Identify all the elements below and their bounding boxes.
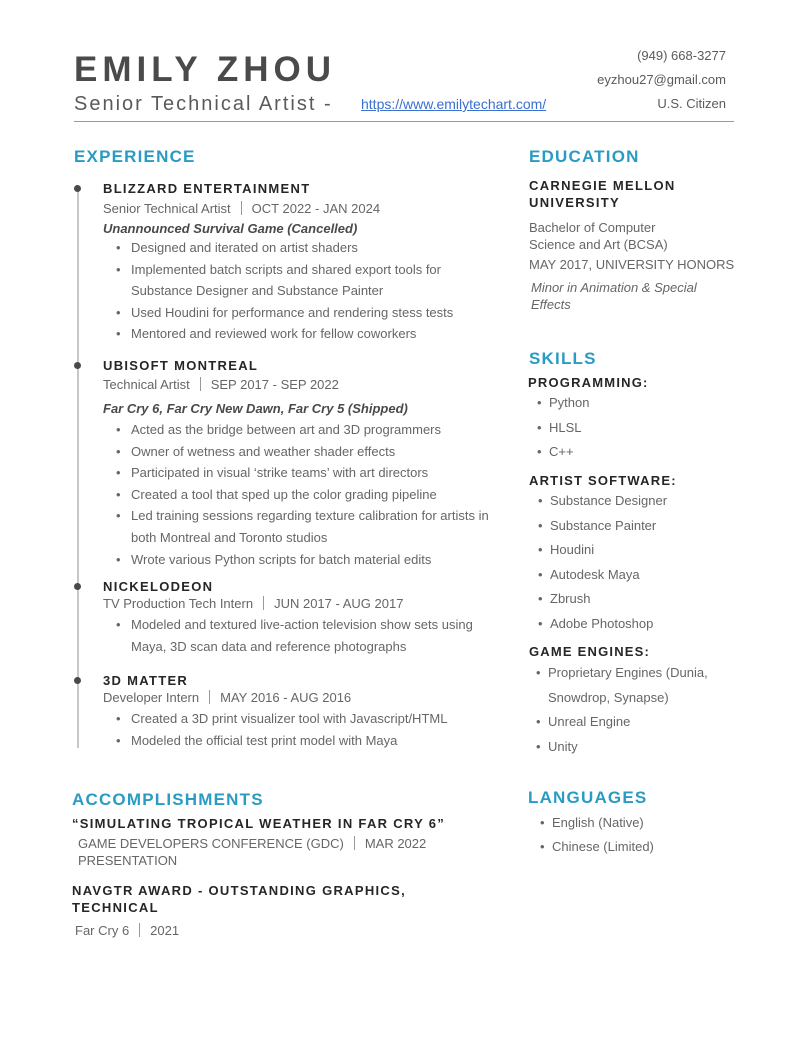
list-item: • Acted as the bridge between art and 3D programmers bbox=[116, 419, 491, 441]
education-heading: EDUCATION bbox=[529, 147, 640, 166]
programming-list bbox=[537, 391, 737, 465]
separator bbox=[209, 690, 210, 704]
accomplishment-title: “SIMULATING TROPICAL WEATHER IN FAR CRY 6” bbox=[72, 816, 446, 831]
list-item: • Zbrush bbox=[538, 587, 738, 612]
separator bbox=[139, 923, 140, 937]
engine-name-line2: Snowdrop, Synapse) bbox=[548, 689, 669, 705]
list-item: • Adobe Photoshop bbox=[538, 612, 738, 637]
languages-list bbox=[540, 811, 740, 859]
list-item: • Houdini bbox=[538, 538, 738, 563]
job-title: Senior Technical Artist - bbox=[74, 93, 333, 115]
graduation-date-honors: MAY 2017, UNIVERSITY HONORS bbox=[529, 257, 735, 272]
list-item: • Substance Painter bbox=[538, 514, 738, 539]
company-name: UBISOFT MONTREAL bbox=[103, 358, 259, 373]
experience-heading: EXPERIENCE bbox=[74, 147, 196, 166]
list-item: • Owner of wetness and weather shader effects bbox=[116, 441, 491, 463]
skills-heading: SKILLS bbox=[529, 349, 597, 368]
degree: Bachelor of Computer Science and Art (BCSA) bbox=[529, 220, 668, 252]
list-item: • Mentored and reviewed work for fellow coworkers bbox=[116, 323, 491, 345]
job-role: Developer Intern bbox=[103, 690, 200, 705]
job-bullets bbox=[116, 419, 491, 570]
list-item: • Led training sessions regarding texture calibration for artists in both Montreal and Toronto studios bbox=[116, 505, 491, 548]
languages-heading: LANGUAGES bbox=[528, 788, 648, 807]
list-item: • Modeled the official test print model with Maya bbox=[116, 730, 491, 752]
job-role: TV Production Tech Intern bbox=[103, 596, 254, 611]
school-name: CARNEGIE MELLON UNIVERSITY bbox=[529, 178, 676, 210]
accomplishment-details bbox=[78, 836, 426, 851]
award-game: Far Cry 6 bbox=[75, 923, 130, 938]
separator bbox=[241, 201, 242, 215]
list-item: • Participated in visual ‘strike teams’ with art directors bbox=[116, 462, 491, 484]
job-role-line bbox=[103, 596, 403, 611]
list-item: • Substance Designer bbox=[538, 489, 738, 514]
list-item: • Created a 3D print visualizer tool with Javascript/HTML bbox=[116, 708, 491, 730]
phone-number: (949) 668-3277 bbox=[637, 48, 726, 63]
list-item: • Autodesk Maya bbox=[538, 563, 738, 588]
separator bbox=[200, 377, 201, 391]
engines-list bbox=[536, 661, 746, 759]
job-bullets bbox=[116, 237, 491, 345]
job-dates: OCT 2022 - JAN 2024 bbox=[251, 201, 381, 216]
job-role: Technical Artist bbox=[103, 377, 190, 392]
accomplishments-heading: ACCOMPLISHMENTS bbox=[72, 790, 264, 809]
job-role-line bbox=[103, 377, 339, 392]
job-dates: JUN 2017 - AUG 2017 bbox=[274, 596, 404, 611]
list-item: • Chinese (Limited) bbox=[540, 835, 740, 859]
list-item: • HLSL bbox=[537, 416, 737, 441]
list-item: • Modeled and textured live-action television show sets using Maya, 3D scan data and reference photographs bbox=[116, 614, 491, 657]
accomplishment-date: MAR 2022 bbox=[364, 836, 427, 851]
list-item: • Used Houdini for performance and rendering stess tests bbox=[116, 302, 491, 324]
job-role: Senior Technical Artist bbox=[103, 201, 231, 216]
list-item: • C++ bbox=[537, 440, 737, 465]
list-item: • Designed and iterated on artist shaders bbox=[116, 237, 491, 259]
job-dates: SEP 2017 - SEP 2022 bbox=[210, 377, 339, 392]
job-role-line bbox=[103, 201, 380, 216]
game-engines-label: GAME ENGINES: bbox=[529, 644, 651, 659]
engine-name-line1: Proprietary Engines (Dunia, bbox=[548, 665, 708, 680]
timeline-dot bbox=[74, 677, 81, 684]
list-item: • Unity bbox=[536, 735, 746, 760]
separator bbox=[354, 836, 355, 850]
candidate-name: EMILY ZHOU bbox=[74, 50, 336, 89]
accomplishment-type: PRESENTATION bbox=[78, 853, 178, 868]
accomplishment-venue: GAME DEVELOPERS CONFERENCE (GDC) bbox=[78, 836, 344, 851]
website-link[interactable]: https://www.emilytechart.com/ bbox=[361, 96, 547, 112]
programming-label: PROGRAMMING: bbox=[528, 375, 649, 390]
experience-timeline bbox=[77, 188, 79, 748]
award-details bbox=[75, 923, 179, 938]
project-name: Far Cry 6, Far Cry New Dawn, Far Cry 5 (Shipped) bbox=[103, 401, 408, 416]
artist-software-label: ARTIST SOFTWARE: bbox=[529, 473, 677, 488]
minor: Minor in Animation & Special Effects bbox=[531, 280, 697, 312]
email-address: eyzhou27@gmail.com bbox=[597, 72, 726, 87]
job-bullets bbox=[116, 614, 491, 657]
award-title-line1: NAVGTR AWARD - OUTSTANDING GRAPHICS, bbox=[72, 883, 406, 898]
software-list bbox=[538, 489, 738, 636]
separator bbox=[263, 596, 264, 610]
header-divider bbox=[74, 121, 734, 122]
list-item: • Unreal Engine bbox=[536, 710, 746, 735]
list-item: • Created a tool that sped up the color grading pipeline bbox=[116, 484, 491, 506]
award-title-line2: TECHNICAL bbox=[72, 900, 159, 915]
timeline-dot bbox=[74, 185, 81, 192]
company-name: BLIZZARD ENTERTAINMENT bbox=[103, 181, 311, 196]
timeline-dot bbox=[74, 362, 81, 369]
list-item: • English (Native) bbox=[540, 811, 740, 835]
list-item: • Python bbox=[537, 391, 737, 416]
project-name: Unannounced Survival Game (Cancelled) bbox=[103, 221, 358, 236]
list-item: • Implemented batch scripts and shared export tools for Substance Designer and Substance Painter bbox=[116, 259, 491, 302]
award-year: 2021 bbox=[150, 923, 180, 938]
list-item: • Wrote various Python scripts for batch material edits bbox=[116, 549, 491, 571]
timeline-dot bbox=[74, 583, 81, 590]
job-dates: MAY 2016 - AUG 2016 bbox=[220, 690, 352, 705]
company-name: NICKELODEON bbox=[103, 579, 214, 594]
job-role-line bbox=[103, 690, 351, 705]
list-item bbox=[536, 661, 746, 710]
citizenship: U.S. Citizen bbox=[657, 96, 726, 111]
job-bullets bbox=[116, 708, 491, 751]
company-name: 3D MATTER bbox=[103, 673, 189, 688]
